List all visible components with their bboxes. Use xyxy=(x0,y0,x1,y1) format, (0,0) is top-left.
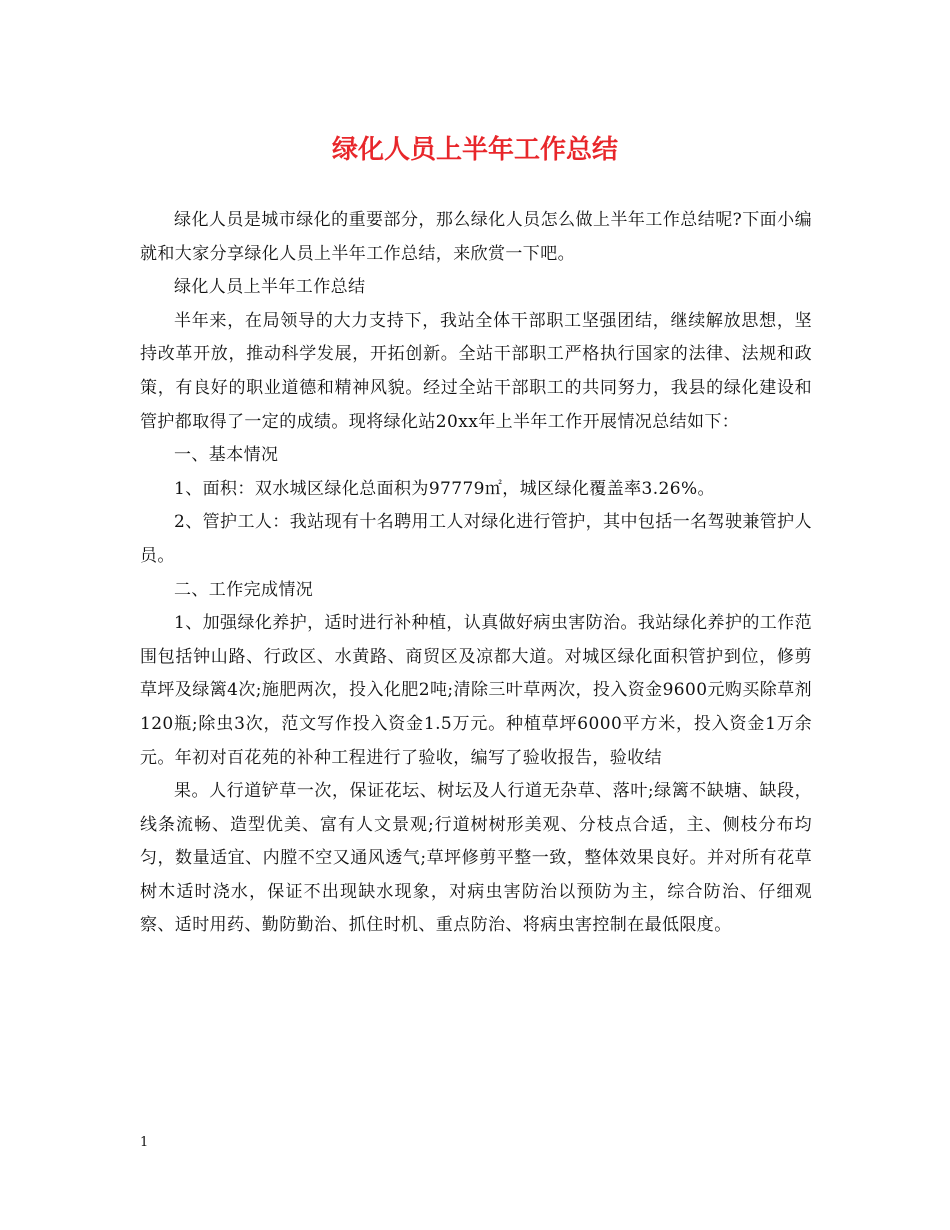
area-paragraph: 1、面积：双水城区绿化总面积为97779㎡，城区绿化覆盖率3.26%。 xyxy=(174,478,715,499)
maintenance-paragraph: 1、加强绿化养护，适时进行补种植，认真做好病虫害防治。我站绿化养护的工作范围包括钟山路、行政区、水黄路、商贸区及凉都大道。对城区绿化面积管护到位，修剪草坪及绿篱4次;施肥两次，投入化肥2吨;清除三叶草两次，投入资金9600元购买除草剂120瓶;除虫3次，范文写作投入资金1.5万元。种植草坪6000平方米，投入资金1万余元。年初对百花苑的补种工程进行了验收，编写了验收报告，验收结 xyxy=(140,613,812,768)
section-heading-work: 二、工作完成情况 xyxy=(174,579,314,600)
workers-paragraph: 2、管护工人：我站现有十名聘用工人对绿化进行管护，其中包括一名驾驶兼管护人员。 xyxy=(140,512,812,566)
document-title: 绿化人员上半年工作总结 xyxy=(331,135,618,165)
subtitle-paragraph: 绿化人员上半年工作总结 xyxy=(174,277,366,298)
document-body xyxy=(140,204,812,943)
results-paragraph: 果。人行道铲草一次，保证花坛、树坛及人行道无杂草、落叶;绿篱不缺塘、缺段，线条流畅、造型优美、富有人文景观;行道树树形美观、分枝点合适，主、侧枝分布均匀，数量适宜、内膛不空又通风透气;草坪修剪平整一致，整体效果良好。并对所有花草树木适时浇水，保证不出现缺水现象，对病虫害防治以预防为主，综合防治、仔细观察、适时用药、勤防勤治、抓住时机、重点防治、将病虫害控制在最低限度。 xyxy=(140,781,812,936)
intro-paragraph: 绿化人员是城市绿化的重要部分，那么绿化人员怎么做上半年工作总结呢?下面小编就和大家分享绿化人员上半年工作总结，来欣赏一下吧。 xyxy=(140,210,812,264)
page-number: 1 xyxy=(140,1135,149,1150)
opening-paragraph: 半年来，在局领导的大力支持下，我站全体干部职工坚强团结，继续解放思想，坚持改革开放，推动科学发展，开拓创新。全站干部职工严格执行国家的法律、法规和政策，有良好的职业道德和精神风貌。经过全站干部职工的共同努力，我县的绿化建设和管护都取得了一定的成绩。现将绿化站20xx年上半年工作开展情况总结如下： xyxy=(140,310,812,432)
section-heading-basic: 一、基本情况 xyxy=(174,445,279,466)
